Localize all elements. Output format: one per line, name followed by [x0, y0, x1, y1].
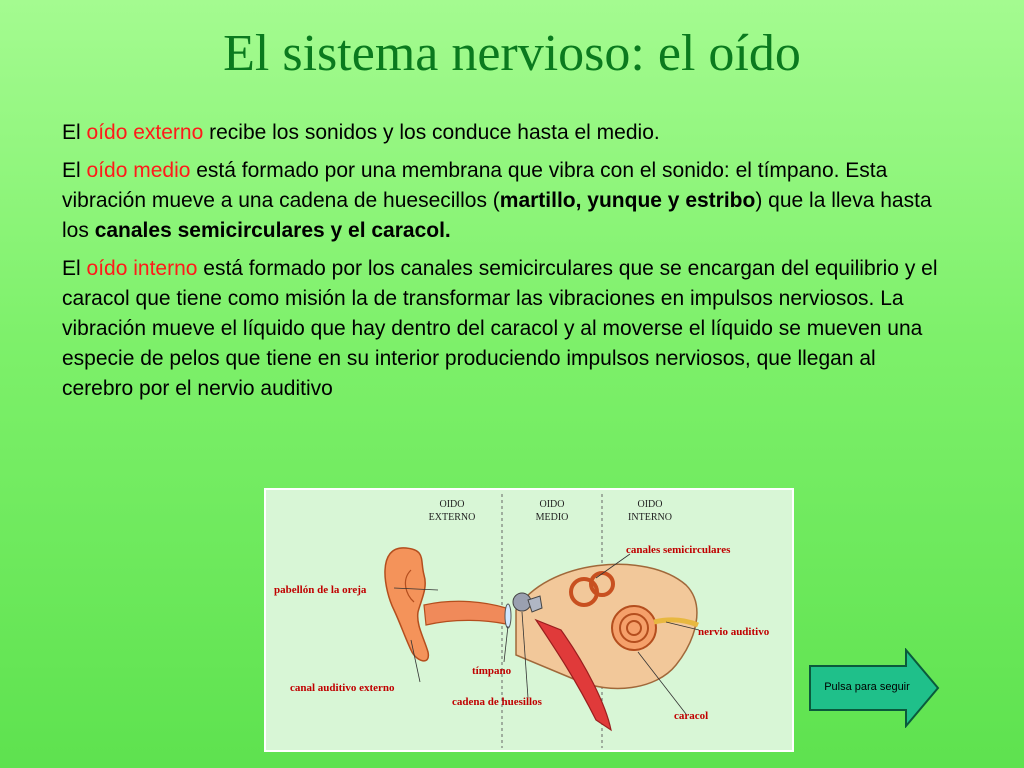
canals-and-cochlea: canales semicirculares y el caracol.	[94, 219, 451, 242]
p1-post: recibe los sonidos y los conduce hasta el medio.	[203, 121, 660, 144]
ear-canal-shape	[424, 601, 506, 625]
term-oido-medio: oído medio	[86, 159, 191, 182]
eardrum-shape	[505, 604, 511, 628]
paragraph-inner-ear	[62, 254, 942, 404]
label-caracol: caracol	[674, 710, 709, 722]
header-oido-medio: OIDO MEDIO	[535, 499, 569, 523]
next-slide-button[interactable]	[808, 648, 942, 728]
label-pabellon: pabellón de la oreja	[274, 584, 367, 596]
term-oido-externo: oído externo	[86, 121, 204, 144]
leader-timpano	[504, 626, 508, 662]
p2-mid2: ) que la lleva hasta los	[62, 189, 932, 242]
paragraph-middle-ear	[62, 156, 942, 246]
p3-pre: El	[62, 257, 87, 280]
bones-list: martillo, yunque y estribo	[499, 189, 756, 212]
slide-title: El sistema nervioso: el oído	[223, 25, 801, 82]
next-slide-label: Pulsa para seguir	[824, 681, 910, 693]
label-canales-semicirculares: canales semicirculares	[626, 544, 731, 556]
ear-illustration	[266, 490, 792, 750]
ear-diagram	[264, 488, 794, 752]
p3-post: está formado por los canales semicirculares que se encargan del equilibrio y el caracol que tiene como misión la de transformar las vibraciones en impulsos nerviosos. La vibración mueve el líquido que hay dentro del caracol y al moverse el líquido se mueven una especie de pelos que tiene en su interior produciendo impulsos nerviosos, que llegan al cerebro por el nervio auditivo	[62, 257, 938, 400]
p2-mid: está formado por una membrana que vibra con el sonido: el tímpano. Esta vibración mueve a una cadena de huesecillos (	[62, 159, 888, 212]
term-oido-interno: oído interno	[86, 257, 198, 280]
p1-pre: El	[62, 121, 87, 144]
paragraph-outer-ear	[62, 118, 942, 148]
slide-body	[62, 118, 942, 412]
cochlea-shape	[612, 606, 656, 650]
label-timpano: tímpano	[472, 665, 512, 677]
label-nervio-auditivo: nervio auditivo	[698, 626, 770, 638]
pinna-shape	[385, 548, 428, 661]
label-cadena-huesillos: cadena de huesillos	[452, 696, 542, 708]
header-oido-interno: OIDO INTERNO	[628, 499, 672, 523]
label-canal-auditivo: canal auditivo externo	[290, 682, 395, 694]
header-oido-externo: OIDO EXTERNO	[428, 499, 476, 523]
p2-pre: El	[62, 159, 87, 182]
